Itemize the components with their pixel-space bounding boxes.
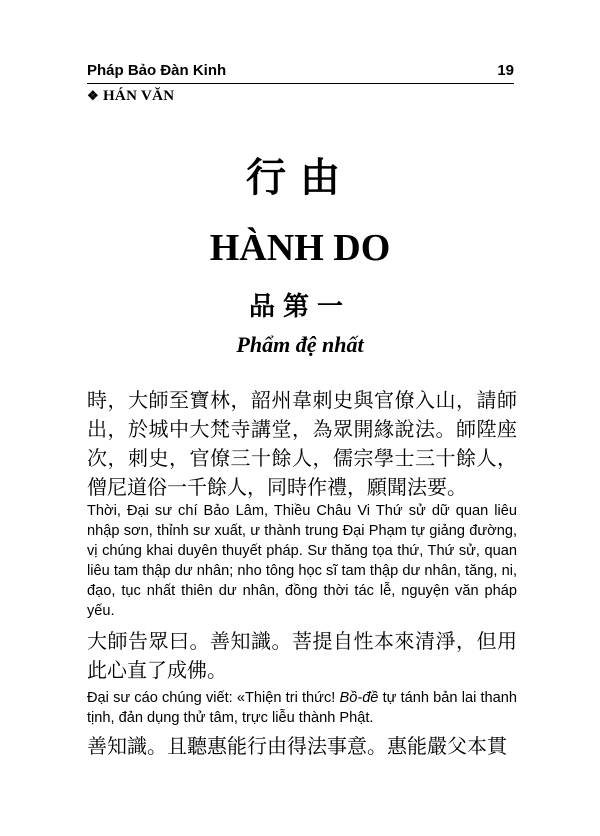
vietnamese-paragraph-1: Thời, Đại sư chí Bảo Lâm, Thiều Châu Vi Thứ sử dữ quan liêu nhập sơn, thỉnh sư xuất, ư thành trung Đại Phạm tự giảng đường, vị chúng khai duyên thuyết pháp. Sư thăng tọa thứ, Thứ sử, quan liêu tam thập dư nhân; nho tông học sĩ tam thập dư nhân, tăng, ni, đạo, tục nhất thiên dư nhân, đồng thời tác lễ, nguyện văn pháp yếu.: [87, 503, 517, 619]
han-paragraph-3: 善知識。且聽惠能行由得法事意。惠能嚴父本貫: [87, 734, 507, 758]
vn-text: tự tánh bản lai thanh tịnh, đản dụng thử tâm, trực liễu thành Phật.: [87, 690, 517, 726]
chapter-subtitle-han: 品第一: [248, 292, 351, 322]
han-paragraph-2: 大師告眾曰。善知識。菩提自性本來清淨，但用此心直了成佛。: [87, 629, 517, 682]
chapter-title-vietnamese: HÀNH DO: [209, 227, 391, 269]
vietnamese-paragraph-2: [87, 688, 517, 728]
header-rule: [87, 83, 514, 84]
section-label: HÁN VĂN: [102, 88, 175, 104]
vn-text: Đại sư cáo chúng viết: «Thiện tri thức!: [87, 690, 340, 706]
book-title: Pháp Bảo Đàn Kinh: [87, 62, 227, 79]
han-paragraph-1: 時，大師至寶林，韶州韋刺史與官僚入山，請師出，於城中大梵寺講堂，為眾開緣說法。師陞座次，刺史，官僚三十餘人，儒宗學士三十餘人，僧尼道俗一千餘人，同時作禮，願聞法要。: [87, 388, 517, 499]
section-heading: [87, 88, 174, 105]
page-number: 19: [497, 62, 514, 79]
vn-italic-term: Bồ-đề: [339, 690, 379, 706]
chapter-title-han: 行由: [246, 154, 354, 201]
diamond-bullet-icon: ❖: [87, 88, 99, 103]
running-header: [87, 62, 514, 82]
chapter-subtitle-vietnamese: Phẩm đệ nhất: [236, 332, 364, 357]
